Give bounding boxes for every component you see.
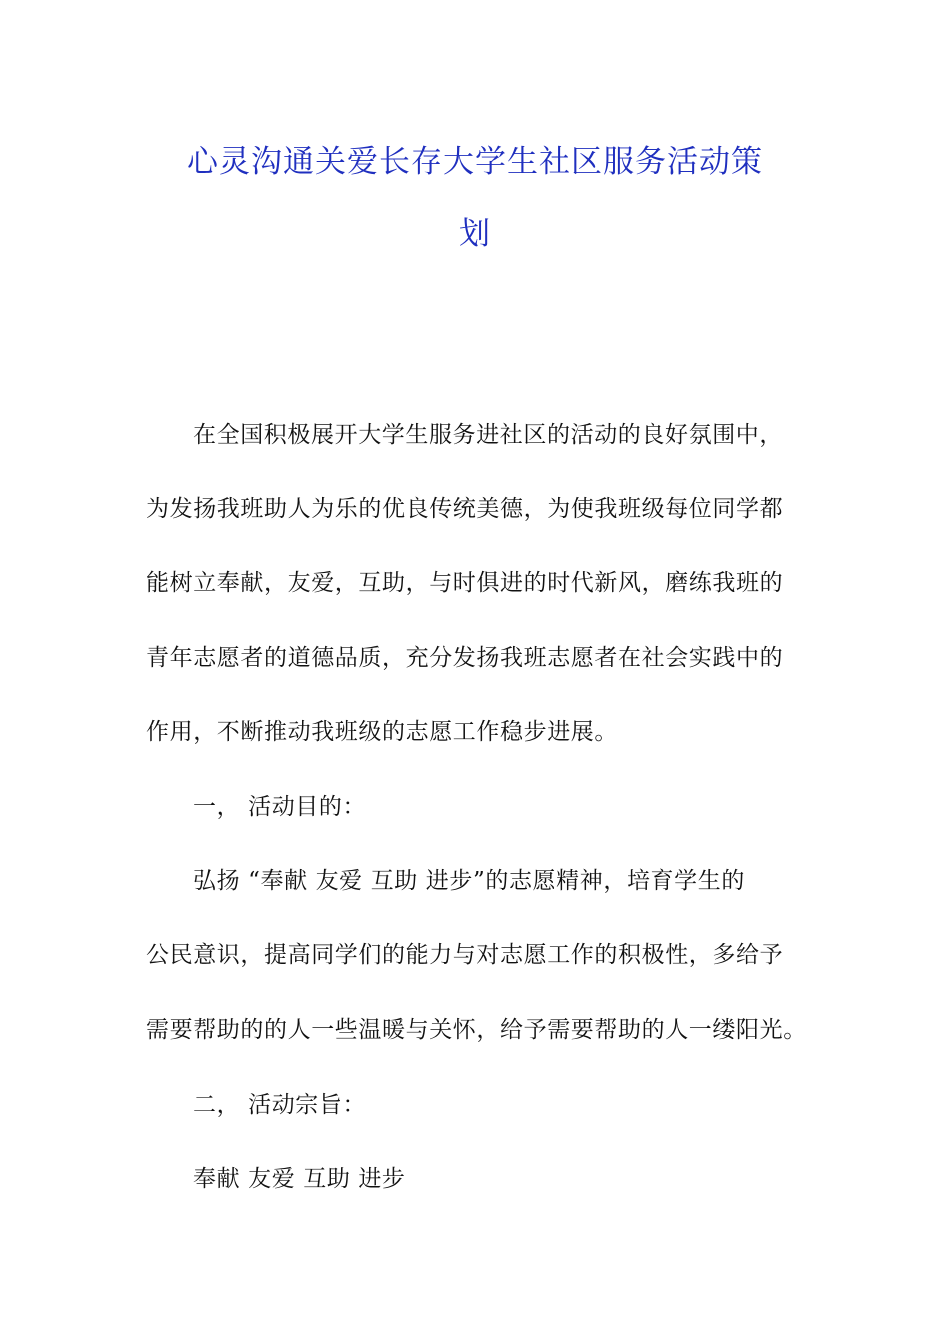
paragraph-purpose-line-1: 弘扬 “奉献 友爱 互助 进步”的志愿精神，培育学生的 bbox=[193, 868, 745, 894]
document-title-line-1: 心灵沟通关爱长存大学生社区服务活动策 bbox=[187, 144, 763, 180]
paragraph-intro-line-3: 能树立奉献，友爱，互助，与时俱进的时代新风，磨练我班的 bbox=[146, 570, 784, 596]
paragraph-intro-line-1: 在全国积极展开大学生服务进社区的活动的良好氛围中， bbox=[193, 422, 783, 448]
paragraph-intro-line-2: 为发扬我班助人为乐的优良传统美德，为使我班级每位同学都 bbox=[146, 496, 784, 522]
paragraph-intro-line-4: 青年志愿者的道德品质，充分发扬我班志愿者在社会实践中的 bbox=[146, 645, 784, 671]
paragraph-intro-line-5: 作用，不断推动我班级的志愿工作稳步进展。 bbox=[146, 719, 618, 745]
section-heading-aim: 二， 活动宗旨： bbox=[193, 1092, 367, 1118]
paragraph-purpose-line-2: 公民意识，提高同学们的能力与对志愿工作的积极性，多给予 bbox=[146, 942, 784, 968]
document-title-line-2: 划 bbox=[459, 216, 491, 252]
section-heading-purpose: 一， 活动目的： bbox=[193, 794, 367, 820]
paragraph-aim-line-1: 奉献 友爱 互助 进步 bbox=[193, 1166, 406, 1192]
paragraph-purpose-line-3: 需要帮助的的人一些温暖与关怀，给予需要帮助的人一缕阳光。 bbox=[146, 1017, 807, 1043]
